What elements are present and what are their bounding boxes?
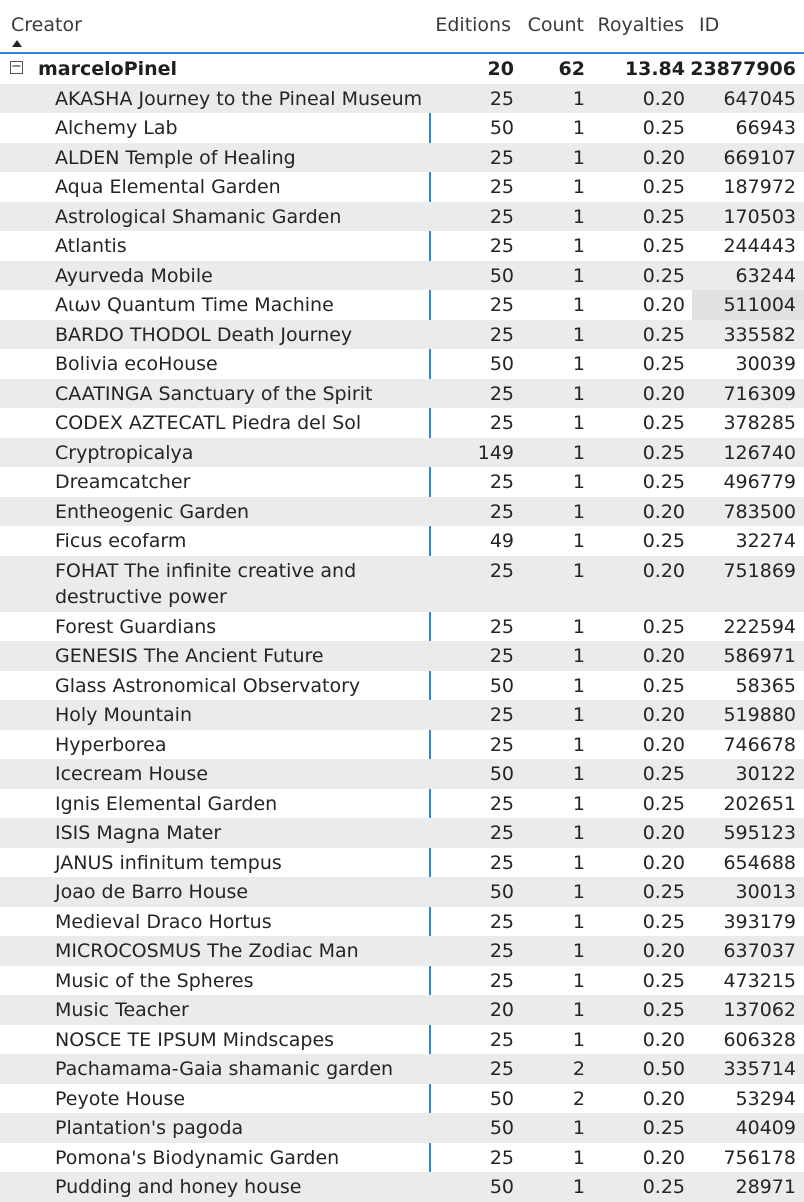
row-count: 1 xyxy=(572,645,585,667)
row-royalties: 0.25 xyxy=(642,999,685,1021)
row-creator: Ficus ecofarm xyxy=(55,530,187,552)
column-header-count[interactable]: Count xyxy=(527,14,584,36)
row-royalties: 0.20 xyxy=(642,822,685,844)
row-creator: CODEX AZTECATL Piedra del Sol xyxy=(55,412,362,434)
row-editions: 25 xyxy=(489,1028,514,1051)
row-editions: 25 xyxy=(489,704,514,726)
row-editions: 50 xyxy=(489,1176,514,1198)
column-header-row xyxy=(0,0,804,54)
table-row[interactable] xyxy=(0,290,804,320)
row-id: 137062 xyxy=(723,999,796,1021)
row-royalties: 0.25 xyxy=(642,205,685,228)
row-royalties: 0.25 xyxy=(642,674,685,697)
table-row[interactable] xyxy=(0,84,804,114)
table-row[interactable] xyxy=(0,320,804,350)
row-count: 1 xyxy=(572,382,585,405)
row-editions: 50 xyxy=(489,674,514,697)
row-id: 30039 xyxy=(735,353,796,375)
row-creator: Dreamcatcher xyxy=(55,471,191,493)
table-row[interactable] xyxy=(0,231,804,261)
row-royalties: 0.25 xyxy=(642,412,685,434)
table-row[interactable] xyxy=(0,408,804,438)
row-count: 1 xyxy=(572,1117,585,1139)
table-row[interactable] xyxy=(0,438,804,468)
table-row[interactable] xyxy=(0,467,804,497)
row-count: 1 xyxy=(572,1176,585,1198)
table-row[interactable] xyxy=(0,1084,804,1114)
row-royalties: 0.20 xyxy=(642,294,685,316)
row-creator: Pachamama-Gaia shamanic garden xyxy=(55,1058,394,1080)
column-header-royalties[interactable]: Royalties xyxy=(597,14,684,36)
group-name: marceloPinel xyxy=(38,58,178,80)
row-editions: 25 xyxy=(489,500,514,523)
table-row[interactable] xyxy=(0,1025,804,1055)
row-id: 32274 xyxy=(735,530,796,552)
row-editions: 25 xyxy=(489,1058,514,1080)
table-row[interactable] xyxy=(0,1113,804,1143)
row-royalties: 0.20 xyxy=(642,1146,685,1169)
row-id: 66943 xyxy=(735,117,796,139)
row-royalties: 0.25 xyxy=(642,969,685,992)
row-editions: 25 xyxy=(489,822,514,844)
row-id: 496779 xyxy=(723,471,796,493)
collapse-icon[interactable]: − xyxy=(11,59,22,74)
row-editions: 25 xyxy=(489,471,514,493)
row-count: 1 xyxy=(572,704,585,726)
row-creator: Ayurveda Mobile xyxy=(55,264,213,287)
row-royalties: 0.25 xyxy=(642,441,685,464)
row-editions: 25 xyxy=(489,235,514,257)
row-editions: 25 xyxy=(489,176,514,198)
row-count: 1 xyxy=(572,353,585,375)
row-creator: Forest Guardians xyxy=(55,615,217,638)
table-row[interactable] xyxy=(0,202,804,232)
row-royalties: 0.20 xyxy=(642,87,685,110)
row-id: 53294 xyxy=(735,1087,796,1110)
row-count: 1 xyxy=(572,412,585,434)
table-row[interactable] xyxy=(0,143,804,173)
row-id: 222594 xyxy=(723,615,796,638)
row-count: 1 xyxy=(572,822,585,844)
row-id: 335582 xyxy=(723,323,796,346)
row-count: 1 xyxy=(572,559,585,582)
row-editions: 50 xyxy=(489,1117,514,1139)
row-creator: Bolivia ecoHouse xyxy=(55,353,218,375)
table-row[interactable] xyxy=(0,877,804,907)
row-count: 1 xyxy=(572,674,585,697)
row-id: 30122 xyxy=(735,763,796,785)
row-editions: 149 xyxy=(477,441,514,464)
row-id: 637037 xyxy=(723,940,796,962)
row-creator: Icecream House xyxy=(55,763,209,785)
row-count: 1 xyxy=(572,471,585,493)
row-editions: 50 xyxy=(489,353,514,375)
row-id: 378285 xyxy=(723,412,796,434)
row-id: 595123 xyxy=(723,822,796,844)
group-id: 23877906 xyxy=(690,58,796,80)
row-count: 1 xyxy=(572,294,585,316)
row-id: 519880 xyxy=(723,704,796,726)
group-royalties: 13.84 xyxy=(624,58,685,80)
row-creator: Glass Astronomical Observatory xyxy=(55,674,361,697)
row-creator: Cryptropicalya xyxy=(55,441,194,464)
row-count: 2 xyxy=(572,1087,585,1110)
row-id: 783500 xyxy=(723,500,796,523)
row-id: 40409 xyxy=(735,1117,796,1139)
row-editions: 49 xyxy=(489,530,514,552)
row-id: 202651 xyxy=(723,792,796,815)
row-royalties: 0.20 xyxy=(642,382,685,405)
row-editions: 50 xyxy=(489,881,514,903)
row-royalties: 0.20 xyxy=(642,1028,685,1051)
row-royalties: 0.20 xyxy=(642,559,685,582)
row-creator: Medieval Draco Hortus xyxy=(55,910,272,933)
row-id: 335714 xyxy=(723,1058,796,1080)
row-count: 1 xyxy=(572,940,585,962)
row-count: 1 xyxy=(572,323,585,346)
row-editions: 25 xyxy=(489,87,514,110)
table-row[interactable] xyxy=(0,848,804,878)
row-id: 393179 xyxy=(723,910,796,933)
table-row[interactable] xyxy=(0,907,804,937)
row-count: 1 xyxy=(572,969,585,992)
row-creator: FOHAT The infinite creative and destructive power xyxy=(55,559,357,608)
row-count: 1 xyxy=(572,235,585,257)
table-row[interactable] xyxy=(0,526,804,556)
row-creator: ISIS Magna Mater xyxy=(55,822,222,844)
row-count: 1 xyxy=(572,1028,585,1051)
row-editions: 50 xyxy=(489,264,514,287)
column-header-id[interactable]: ID xyxy=(699,14,720,36)
row-id: 746678 xyxy=(723,733,796,756)
row-count: 1 xyxy=(572,500,585,523)
row-royalties: 0.25 xyxy=(642,1117,685,1139)
row-editions: 50 xyxy=(489,117,514,139)
row-editions: 25 xyxy=(489,146,514,169)
row-count: 1 xyxy=(572,530,585,552)
row-editions: 25 xyxy=(489,792,514,815)
row-creator: Music of the Spheres xyxy=(55,969,254,992)
row-royalties: 0.20 xyxy=(642,500,685,523)
row-count: 1 xyxy=(572,851,585,874)
row-royalties: 0.20 xyxy=(642,733,685,756)
row-royalties: 0.25 xyxy=(642,881,685,903)
row-royalties: 0.20 xyxy=(642,146,685,169)
row-creator: Hyperborea xyxy=(55,733,167,756)
row-creator: Pomona's Biodynamic Garden xyxy=(55,1146,340,1169)
row-id: 244443 xyxy=(723,235,796,257)
row-editions: 25 xyxy=(489,205,514,228)
row-editions: 25 xyxy=(489,940,514,962)
row-id: 756178 xyxy=(723,1146,796,1169)
row-count: 1 xyxy=(572,763,585,785)
row-creator: MICROCOSMUS The Zodiac Man xyxy=(55,940,359,962)
group-count: 62 xyxy=(558,58,585,80)
row-id: 586971 xyxy=(723,645,796,667)
row-count: 1 xyxy=(572,1146,585,1169)
table-row[interactable] xyxy=(0,936,804,966)
row-id: 654688 xyxy=(723,851,796,874)
row-id: 170503 xyxy=(723,205,796,228)
row-royalties: 0.25 xyxy=(642,353,685,375)
row-id: 30013 xyxy=(735,881,796,903)
row-editions: 25 xyxy=(489,645,514,667)
row-royalties: 0.25 xyxy=(642,264,685,287)
row-royalties: 0.25 xyxy=(642,792,685,815)
row-royalties: 0.25 xyxy=(642,323,685,346)
table-row[interactable] xyxy=(0,172,804,202)
row-editions: 50 xyxy=(489,1087,514,1110)
row-count: 1 xyxy=(572,117,585,139)
row-royalties: 0.25 xyxy=(642,471,685,493)
row-creator: Αιων Quantum Time Machine xyxy=(55,294,334,316)
row-count: 1 xyxy=(572,999,585,1021)
row-count: 1 xyxy=(572,87,585,110)
row-creator: AKASHA Journey to the Pineal Museum xyxy=(55,87,423,110)
row-id: 647045 xyxy=(723,87,796,110)
table-row[interactable] xyxy=(0,700,804,730)
row-editions: 25 xyxy=(489,1146,514,1169)
row-count: 1 xyxy=(572,792,585,815)
row-creator: JANUS infinitum tempus xyxy=(55,851,282,874)
row-count: 1 xyxy=(572,205,585,228)
row-creator: Alchemy Lab xyxy=(55,117,178,139)
row-count: 1 xyxy=(572,264,585,287)
row-creator: Ignis Elemental Garden xyxy=(55,792,278,815)
table-row[interactable] xyxy=(0,113,804,143)
row-id: 126740 xyxy=(723,441,796,464)
row-creator: GENESIS The Ancient Future xyxy=(55,645,324,667)
table-row[interactable] xyxy=(0,1172,804,1202)
table-row[interactable] xyxy=(0,1143,804,1173)
row-editions: 25 xyxy=(489,323,514,346)
table-row[interactable] xyxy=(0,818,804,848)
row-id: 473215 xyxy=(723,969,796,992)
row-royalties: 0.25 xyxy=(642,530,685,552)
row-id: 187972 xyxy=(723,176,796,198)
sort-ascending-icon[interactable] xyxy=(12,40,22,47)
table-row[interactable] xyxy=(0,789,804,819)
row-editions: 25 xyxy=(489,294,514,316)
row-count: 1 xyxy=(572,615,585,638)
row-count: 1 xyxy=(572,881,585,903)
row-creator: Holy Mountain xyxy=(55,704,192,726)
group-editions: 20 xyxy=(487,58,514,80)
table-row[interactable] xyxy=(0,995,804,1025)
row-creator: Pudding and honey house xyxy=(55,1176,302,1198)
row-creator: Entheogenic Garden xyxy=(55,500,250,523)
row-editions: 25 xyxy=(489,851,514,874)
row-royalties: 0.25 xyxy=(642,615,685,638)
table-row[interactable] xyxy=(0,612,804,642)
row-creator: Atlantis xyxy=(55,235,127,257)
row-editions: 20 xyxy=(489,999,514,1021)
row-creator: ALDEN Temple of Healing xyxy=(55,146,296,169)
row-editions: 25 xyxy=(489,733,514,756)
table-row[interactable] xyxy=(0,759,804,789)
column-header-creator[interactable]: Creator xyxy=(11,14,82,36)
row-creator: NOSCE TE IPSUM Mindscapes xyxy=(55,1028,335,1051)
group-row[interactable] xyxy=(0,54,804,84)
row-id: 63244 xyxy=(735,264,796,287)
row-id: 716309 xyxy=(723,382,796,405)
row-count: 1 xyxy=(572,441,585,464)
row-creator: Astrological Shamanic Garden xyxy=(55,205,342,228)
row-count: 2 xyxy=(572,1058,585,1080)
row-editions: 25 xyxy=(489,910,514,933)
row-id: 606328 xyxy=(723,1028,796,1051)
row-creator: Peyote House xyxy=(55,1087,186,1110)
row-id: 669107 xyxy=(723,146,796,169)
table-row[interactable] xyxy=(0,379,804,409)
row-count: 1 xyxy=(572,910,585,933)
row-royalties: 0.20 xyxy=(642,645,685,667)
table-row[interactable] xyxy=(0,1054,804,1084)
row-creator: Plantation's pagoda xyxy=(55,1117,244,1139)
row-editions: 25 xyxy=(489,559,514,582)
row-royalties: 0.20 xyxy=(642,851,685,874)
row-creator: BARDO THODOL Death Journey xyxy=(55,323,353,346)
row-creator: Aqua Elemental Garden xyxy=(55,176,281,198)
row-royalties: 0.25 xyxy=(642,763,685,785)
row-editions: 25 xyxy=(489,412,514,434)
row-editions: 25 xyxy=(489,615,514,638)
row-royalties: 0.50 xyxy=(642,1058,685,1080)
row-id: 511004 xyxy=(723,294,796,316)
row-editions: 50 xyxy=(489,763,514,785)
row-count: 1 xyxy=(572,176,585,198)
table-row[interactable] xyxy=(0,556,804,612)
row-creator: CAATINGA Sanctuary of the Spirit xyxy=(55,382,373,405)
row-count: 1 xyxy=(572,146,585,169)
row-royalties: 0.25 xyxy=(642,176,685,198)
row-royalties: 0.20 xyxy=(642,704,685,726)
row-editions: 25 xyxy=(489,382,514,405)
row-id: 58365 xyxy=(735,674,796,697)
table-row[interactable] xyxy=(0,349,804,379)
row-royalties: 0.25 xyxy=(642,1176,685,1198)
row-count: 1 xyxy=(572,733,585,756)
row-royalties: 0.25 xyxy=(642,117,685,139)
column-header-editions[interactable]: Editions xyxy=(435,14,511,36)
table-row[interactable] xyxy=(0,641,804,671)
table-row[interactable] xyxy=(0,966,804,996)
row-creator: Music Teacher xyxy=(55,999,189,1021)
table-row[interactable] xyxy=(0,671,804,701)
row-id: 28971 xyxy=(735,1176,796,1198)
table-row[interactable] xyxy=(0,261,804,291)
row-id: 751869 xyxy=(723,559,796,582)
table-body xyxy=(0,84,804,1202)
row-royalties: 0.20 xyxy=(642,940,685,962)
row-royalties: 0.25 xyxy=(642,235,685,257)
table-row[interactable] xyxy=(0,497,804,527)
row-royalties: 0.20 xyxy=(642,1087,685,1110)
row-creator: Joao de Barro House xyxy=(55,881,249,903)
table-row[interactable] xyxy=(0,730,804,760)
row-editions: 25 xyxy=(489,969,514,992)
row-royalties: 0.25 xyxy=(642,910,685,933)
